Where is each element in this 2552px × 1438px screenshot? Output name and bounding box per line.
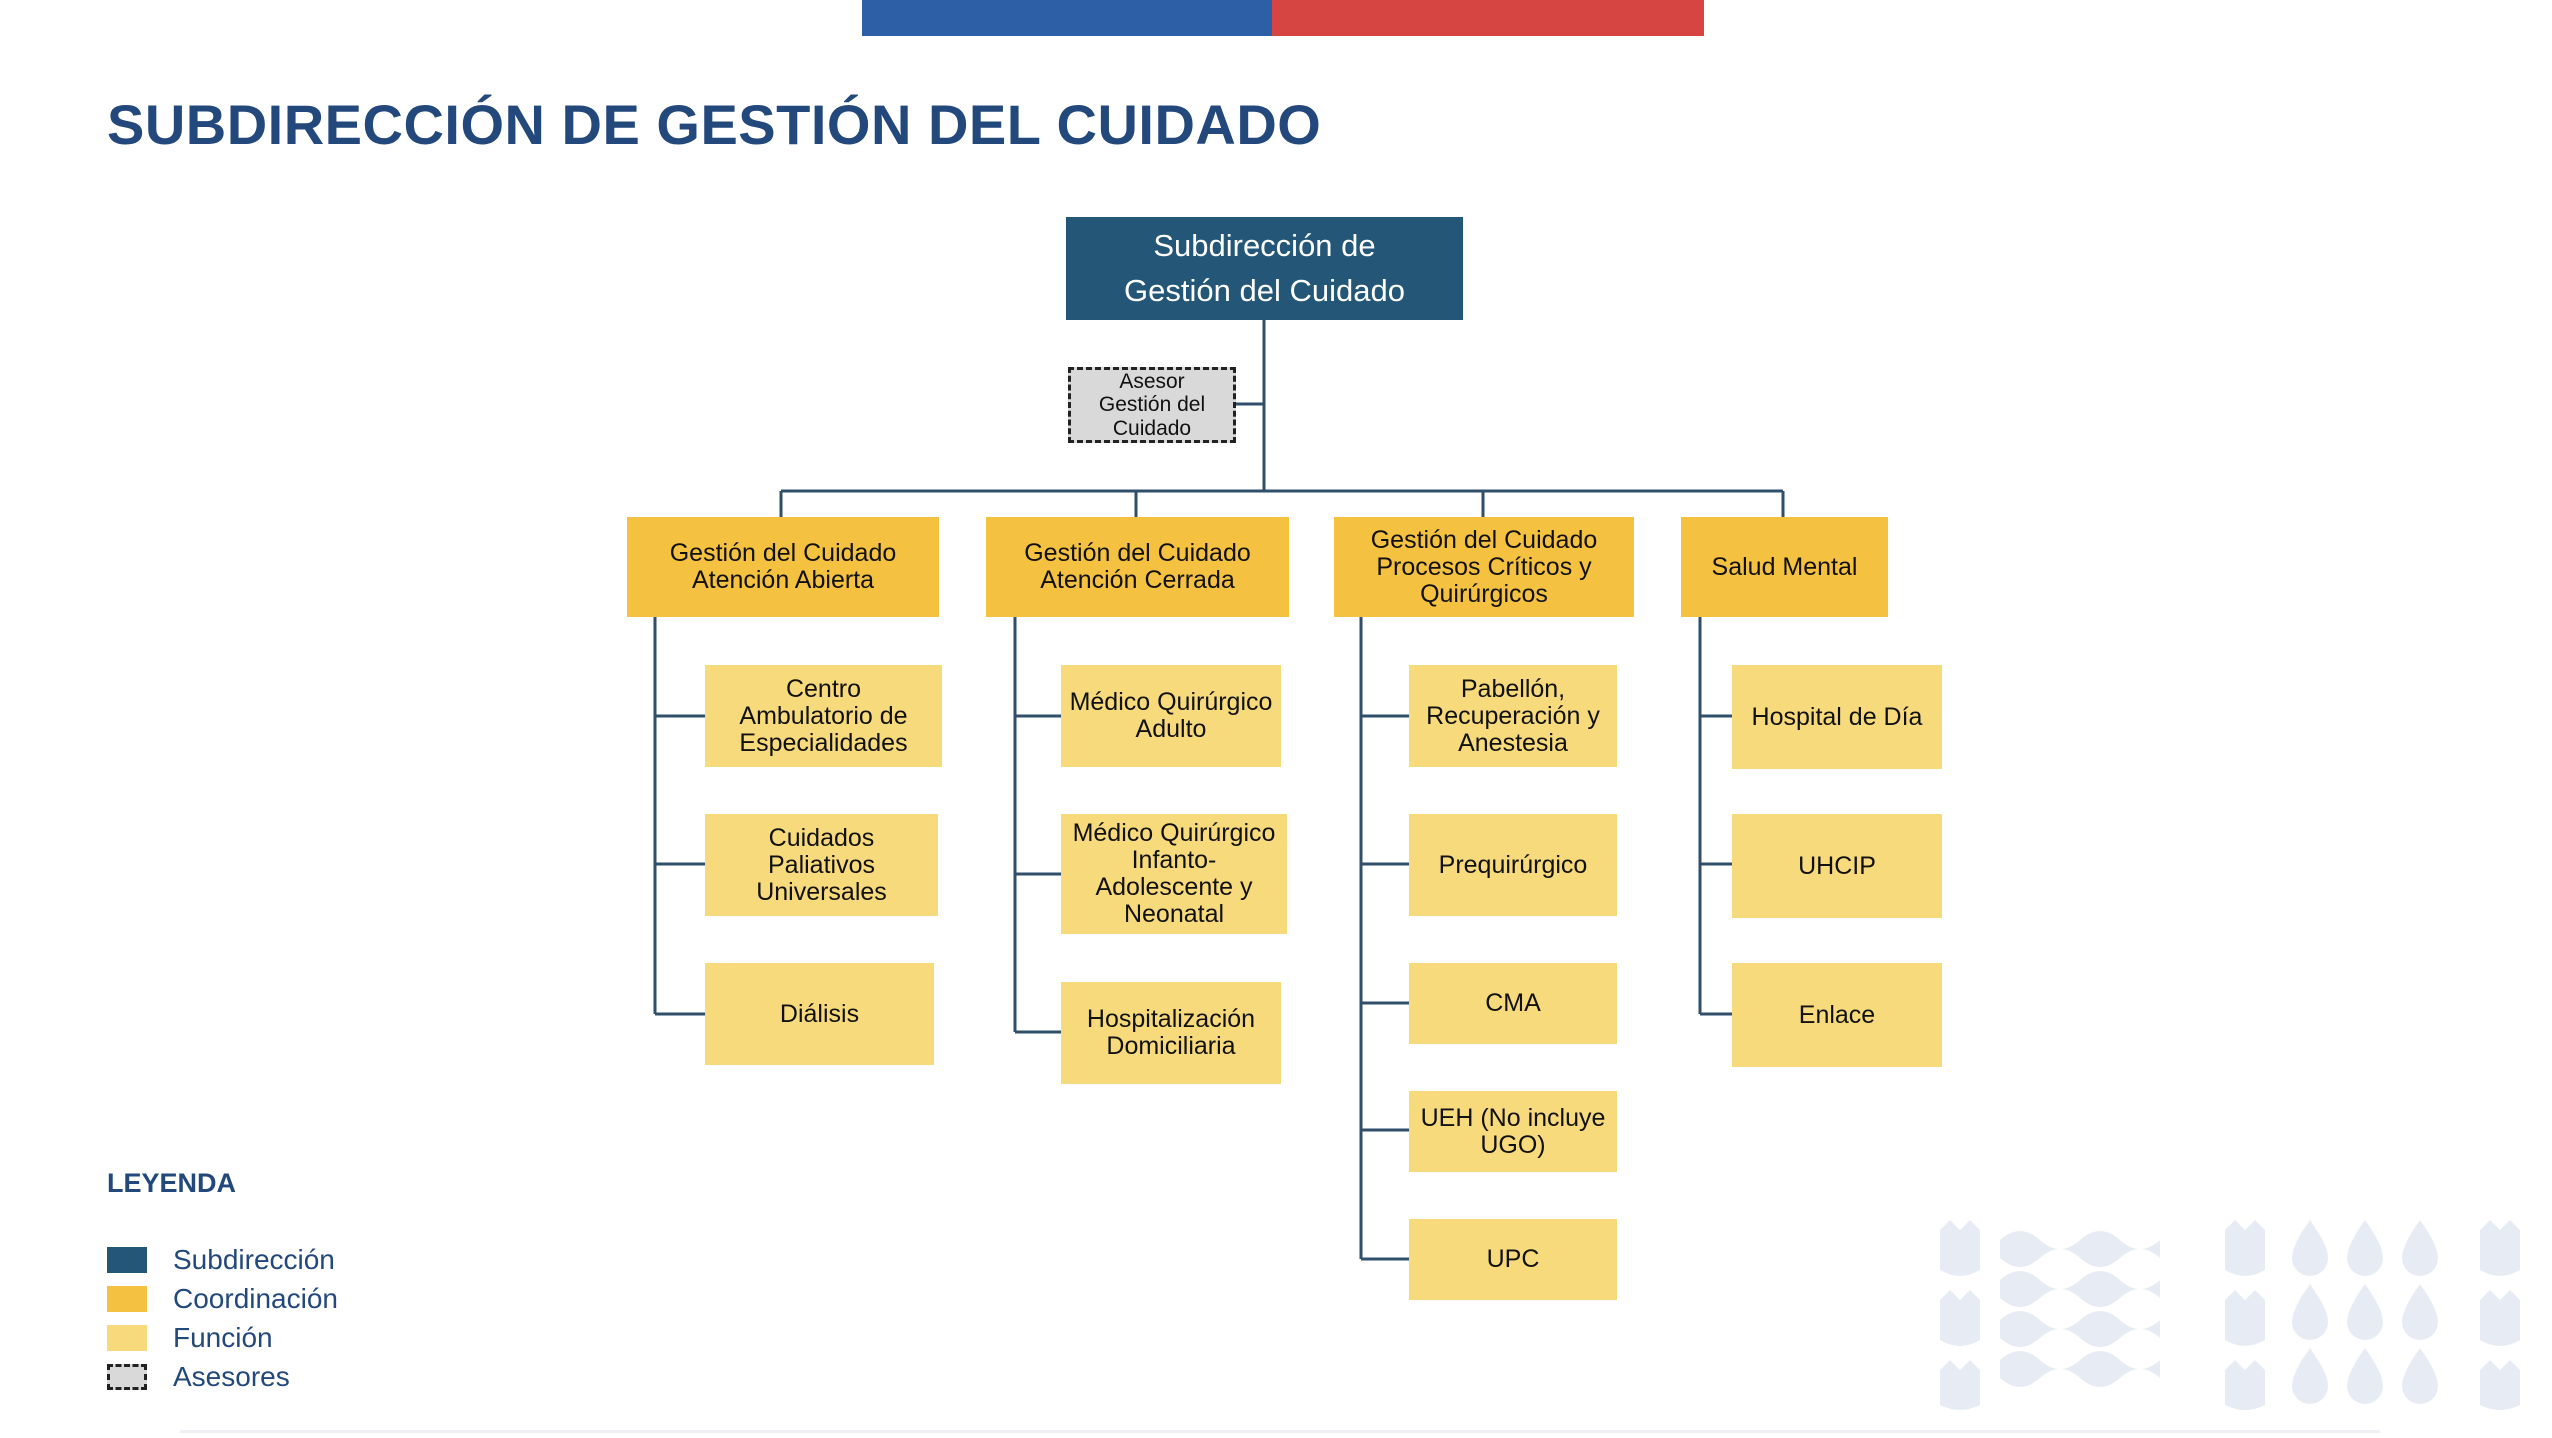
legend-item-subdireccion: [107, 1243, 335, 1277]
func-label: Cuidados Paliativos Universales: [756, 823, 887, 906]
coord-procesos-criticos: [1334, 517, 1634, 617]
func-centro-ambulatorio: [705, 665, 942, 767]
func-label: Médico Quirúrgico Infanto- Adolescente y Neonatal: [1072, 819, 1276, 928]
func-label: Médico Quirúrgico Adulto: [1069, 688, 1273, 743]
legend-title: LEYENDA: [107, 1168, 237, 1198]
func-label: Centro Ambulatorio de Especialidades: [739, 674, 908, 757]
func-label: Hospitalización Domiciliaria: [1086, 1005, 1256, 1060]
func-label: Diálisis: [779, 999, 860, 1028]
legend-item-funcion: [107, 1321, 273, 1355]
page-title: SUBDIRECCIÓN DE GESTIÓN DEL CUIDADO: [107, 93, 1322, 156]
coord-atencion-cerrada: [986, 517, 1289, 617]
func-ueh: [1409, 1091, 1617, 1172]
func-hospital-de-dia: [1732, 665, 1942, 769]
legend-swatch-funcion: [107, 1325, 147, 1351]
func-label: Prequirúrgico: [1438, 850, 1588, 879]
func-cma: [1409, 963, 1617, 1044]
footer-divider: [180, 1430, 2380, 1433]
legend-swatch-subdireccion: [107, 1247, 147, 1273]
legend-label: Coordinación: [173, 1283, 338, 1314]
func-enlace: [1732, 963, 1942, 1067]
func-upc: [1409, 1219, 1617, 1300]
legend-label: Función: [173, 1322, 273, 1353]
coord-label: Gestión del Cuidado Procesos Críticos y Quirúrgicos: [1370, 525, 1598, 608]
coord-label: Gestión del Cuidado Atención Abierta: [669, 539, 897, 594]
func-uhcip: [1732, 814, 1942, 918]
func-label: CMA: [1485, 989, 1541, 1017]
func-label: Enlace: [1798, 1000, 1876, 1029]
root-label: Subdirección de Gestión del Cuidado: [1124, 227, 1405, 308]
func-hospitalizacion-domiciliaria: [1061, 982, 1281, 1084]
legend-label: Subdirección: [173, 1244, 335, 1275]
coord-salud-mental: [1681, 517, 1888, 617]
func-prequirurgico: [1409, 814, 1617, 916]
func-dialisis: [705, 963, 934, 1065]
coord-label: Gestión del Cuidado Atención Cerrada: [1024, 539, 1251, 594]
decorative-watermark-pattern: [1940, 1220, 2530, 1410]
func-medico-quirurgico-infanto: [1061, 814, 1287, 934]
func-label: Hospital de Día: [1751, 702, 1923, 731]
func-label: UEH (No incluye UGO): [1420, 1103, 1606, 1159]
func-cuidados-paliativos: [705, 814, 938, 916]
func-label: UHCIP: [1798, 851, 1876, 880]
legend-item-coordinacion: [107, 1282, 338, 1316]
advisor-box: [1068, 367, 1236, 443]
coord-atencion-abierta: [627, 517, 939, 617]
legend-swatch-coordinacion: [107, 1286, 147, 1312]
func-pabellon: [1409, 665, 1617, 767]
legend-label: Asesores: [173, 1361, 290, 1392]
advisor-label: Asesor Gestión del Cuidado: [1098, 370, 1206, 440]
func-label: UPC: [1486, 1245, 1540, 1273]
root-subdireccion-box: [1066, 217, 1463, 320]
legend-item-asesores: [107, 1360, 290, 1394]
coord-label: Salud Mental: [1711, 552, 1858, 581]
func-label: Pabellón, Recuperación y Anestesia: [1426, 674, 1600, 757]
legend-swatch-asesores: [107, 1364, 147, 1390]
func-medico-quirurgico-adulto: [1061, 665, 1281, 767]
